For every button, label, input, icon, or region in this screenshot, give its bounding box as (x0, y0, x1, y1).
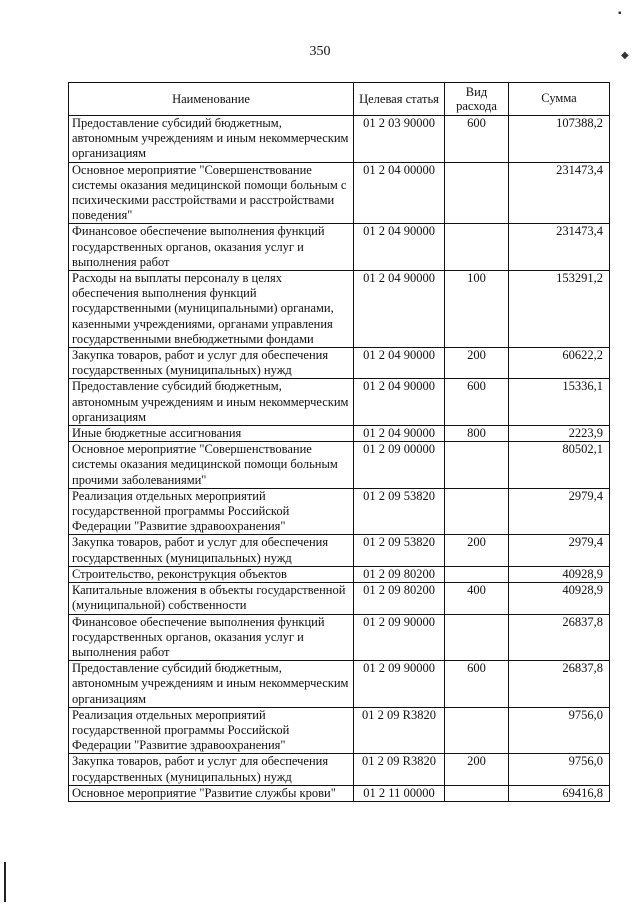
row-expense-type (445, 224, 509, 271)
row-expense-type (445, 614, 509, 661)
row-expense-type: 800 (445, 426, 509, 442)
table-row (69, 661, 610, 708)
row-sum: 15336,1 (509, 379, 610, 426)
row-sum: 2979,4 (509, 488, 610, 535)
row-target-code: 01 2 09 90000 (354, 614, 445, 661)
row-sum: 231473,4 (509, 162, 610, 224)
row-expense-type: 100 (445, 271, 509, 348)
row-expense-type (445, 488, 509, 535)
row-name: Расходы на выплаты персоналу в целях обеспечения выполнения функций государственными (муниципальными) органами, казенными учреждениями, органами управления государственными внебюджетными фондами (69, 271, 354, 348)
table-row (69, 116, 610, 163)
row-expense-type (445, 707, 509, 754)
row-name: Закупка товаров, работ и услуг для обеспечения государственных (муниципальных) нужд (69, 348, 354, 379)
budget-table (68, 82, 610, 802)
row-target-code: 01 2 04 00000 (354, 162, 445, 224)
row-name: Иные бюджетные ассигнования (69, 426, 354, 442)
row-name: Предоставление субсидий бюджетным, автономным учреждениям и иным некоммерческим организациям (69, 116, 354, 163)
row-target-code: 01 2 04 90000 (354, 271, 445, 348)
row-expense-type: 600 (445, 116, 509, 163)
row-target-code: 01 2 09 R3820 (354, 754, 445, 785)
row-expense-type (445, 785, 509, 801)
row-name: Капитальные вложения в объекты государственной (муниципальной) собственности (69, 583, 354, 614)
table-row (69, 707, 610, 754)
row-expense-type: 400 (445, 583, 509, 614)
scan-mark: ◆ (621, 50, 629, 61)
row-target-code: 01 2 03 90000 (354, 116, 445, 163)
table-row (69, 162, 610, 224)
row-sum: 40928,9 (509, 566, 610, 582)
row-name: Закупка товаров, работ и услуг для обеспечения государственных (муниципальных) нужд (69, 754, 354, 785)
row-target-code: 01 2 09 53820 (354, 535, 445, 566)
header-sum: Сумма (509, 83, 610, 116)
row-expense-type: 200 (445, 348, 509, 379)
table-row (69, 224, 610, 271)
row-expense-type: 600 (445, 379, 509, 426)
row-expense-type: 200 (445, 535, 509, 566)
row-sum: 153291,2 (509, 271, 610, 348)
row-sum: 2223,9 (509, 426, 610, 442)
row-expense-type: 600 (445, 661, 509, 708)
table-row (69, 566, 610, 582)
header-type: Вид расхода (445, 83, 509, 116)
row-target-code: 01 2 09 R3820 (354, 707, 445, 754)
table-row (69, 426, 610, 442)
row-name: Финансовое обеспечение выполнения функций государственных органов, оказания услуг и выполнения работ (69, 614, 354, 661)
row-target-code: 01 2 11 00000 (354, 785, 445, 801)
row-sum: 231473,4 (509, 224, 610, 271)
table-row (69, 442, 610, 489)
table-row (69, 488, 610, 535)
scan-edge-line (4, 862, 6, 902)
row-sum: 69416,8 (509, 785, 610, 801)
table-row (69, 348, 610, 379)
row-sum: 9756,0 (509, 707, 610, 754)
header-name: Наименование (69, 83, 354, 116)
row-target-code: 01 2 09 00000 (354, 442, 445, 489)
row-target-code: 01 2 04 90000 (354, 426, 445, 442)
row-expense-type (445, 442, 509, 489)
scan-mark: ▪ (618, 8, 622, 19)
row-target-code: 01 2 04 90000 (354, 379, 445, 426)
row-name: Основное мероприятие "Совершенствование системы оказания медицинской помощи больным с психическими расстройствами и расстройствами поведения" (69, 162, 354, 224)
table-row (69, 271, 610, 348)
page-number: 350 (309, 44, 331, 59)
row-sum: 80502,1 (509, 442, 610, 489)
row-name: Закупка товаров, работ и услуг для обеспечения государственных (муниципальных) нужд (69, 535, 354, 566)
row-name: Основное мероприятие "Совершенствование системы оказания медицинской помощи больным прочими заболеваниями" (69, 442, 354, 489)
row-expense-type (445, 162, 509, 224)
table-row (69, 379, 610, 426)
row-sum: 60622,2 (509, 348, 610, 379)
row-target-code: 01 2 09 80200 (354, 566, 445, 582)
row-target-code: 01 2 09 53820 (354, 488, 445, 535)
table-row (69, 614, 610, 661)
row-target-code: 01 2 04 90000 (354, 224, 445, 271)
row-sum: 40928,9 (509, 583, 610, 614)
table-row (69, 785, 610, 801)
row-sum: 2979,4 (509, 535, 610, 566)
row-name: Финансовое обеспечение выполнения функций государственных органов, оказания услуг и выполнения работ (69, 224, 354, 271)
table-row (69, 754, 610, 785)
row-name: Предоставление субсидий бюджетным, автономным учреждениям и иным некоммерческим организациям (69, 661, 354, 708)
table-header-row (69, 83, 610, 116)
row-target-code: 01 2 09 90000 (354, 661, 445, 708)
row-name: Строительство, реконструкция объектов (69, 566, 354, 582)
row-sum: 9756,0 (509, 754, 610, 785)
row-expense-type (445, 566, 509, 582)
row-name: Реализация отдельных мероприятий государственной программы Российской Федерации "Развитие здравоохранения" (69, 707, 354, 754)
row-sum: 26837,8 (509, 661, 610, 708)
table-row (69, 583, 610, 614)
row-target-code: 01 2 04 90000 (354, 348, 445, 379)
row-name: Реализация отдельных мероприятий государственной программы Российской Федерации "Развитие здравоохранения" (69, 488, 354, 535)
row-sum: 26837,8 (509, 614, 610, 661)
header-target: Целевая статья (354, 83, 445, 116)
row-expense-type: 200 (445, 754, 509, 785)
table-row (69, 535, 610, 566)
row-name: Предоставление субсидий бюджетным, автономным учреждениям и иным некоммерческим организациям (69, 379, 354, 426)
row-target-code: 01 2 09 80200 (354, 583, 445, 614)
row-name: Основное мероприятие "Развитие службы крови" (69, 785, 354, 801)
row-sum: 107388,2 (509, 116, 610, 163)
